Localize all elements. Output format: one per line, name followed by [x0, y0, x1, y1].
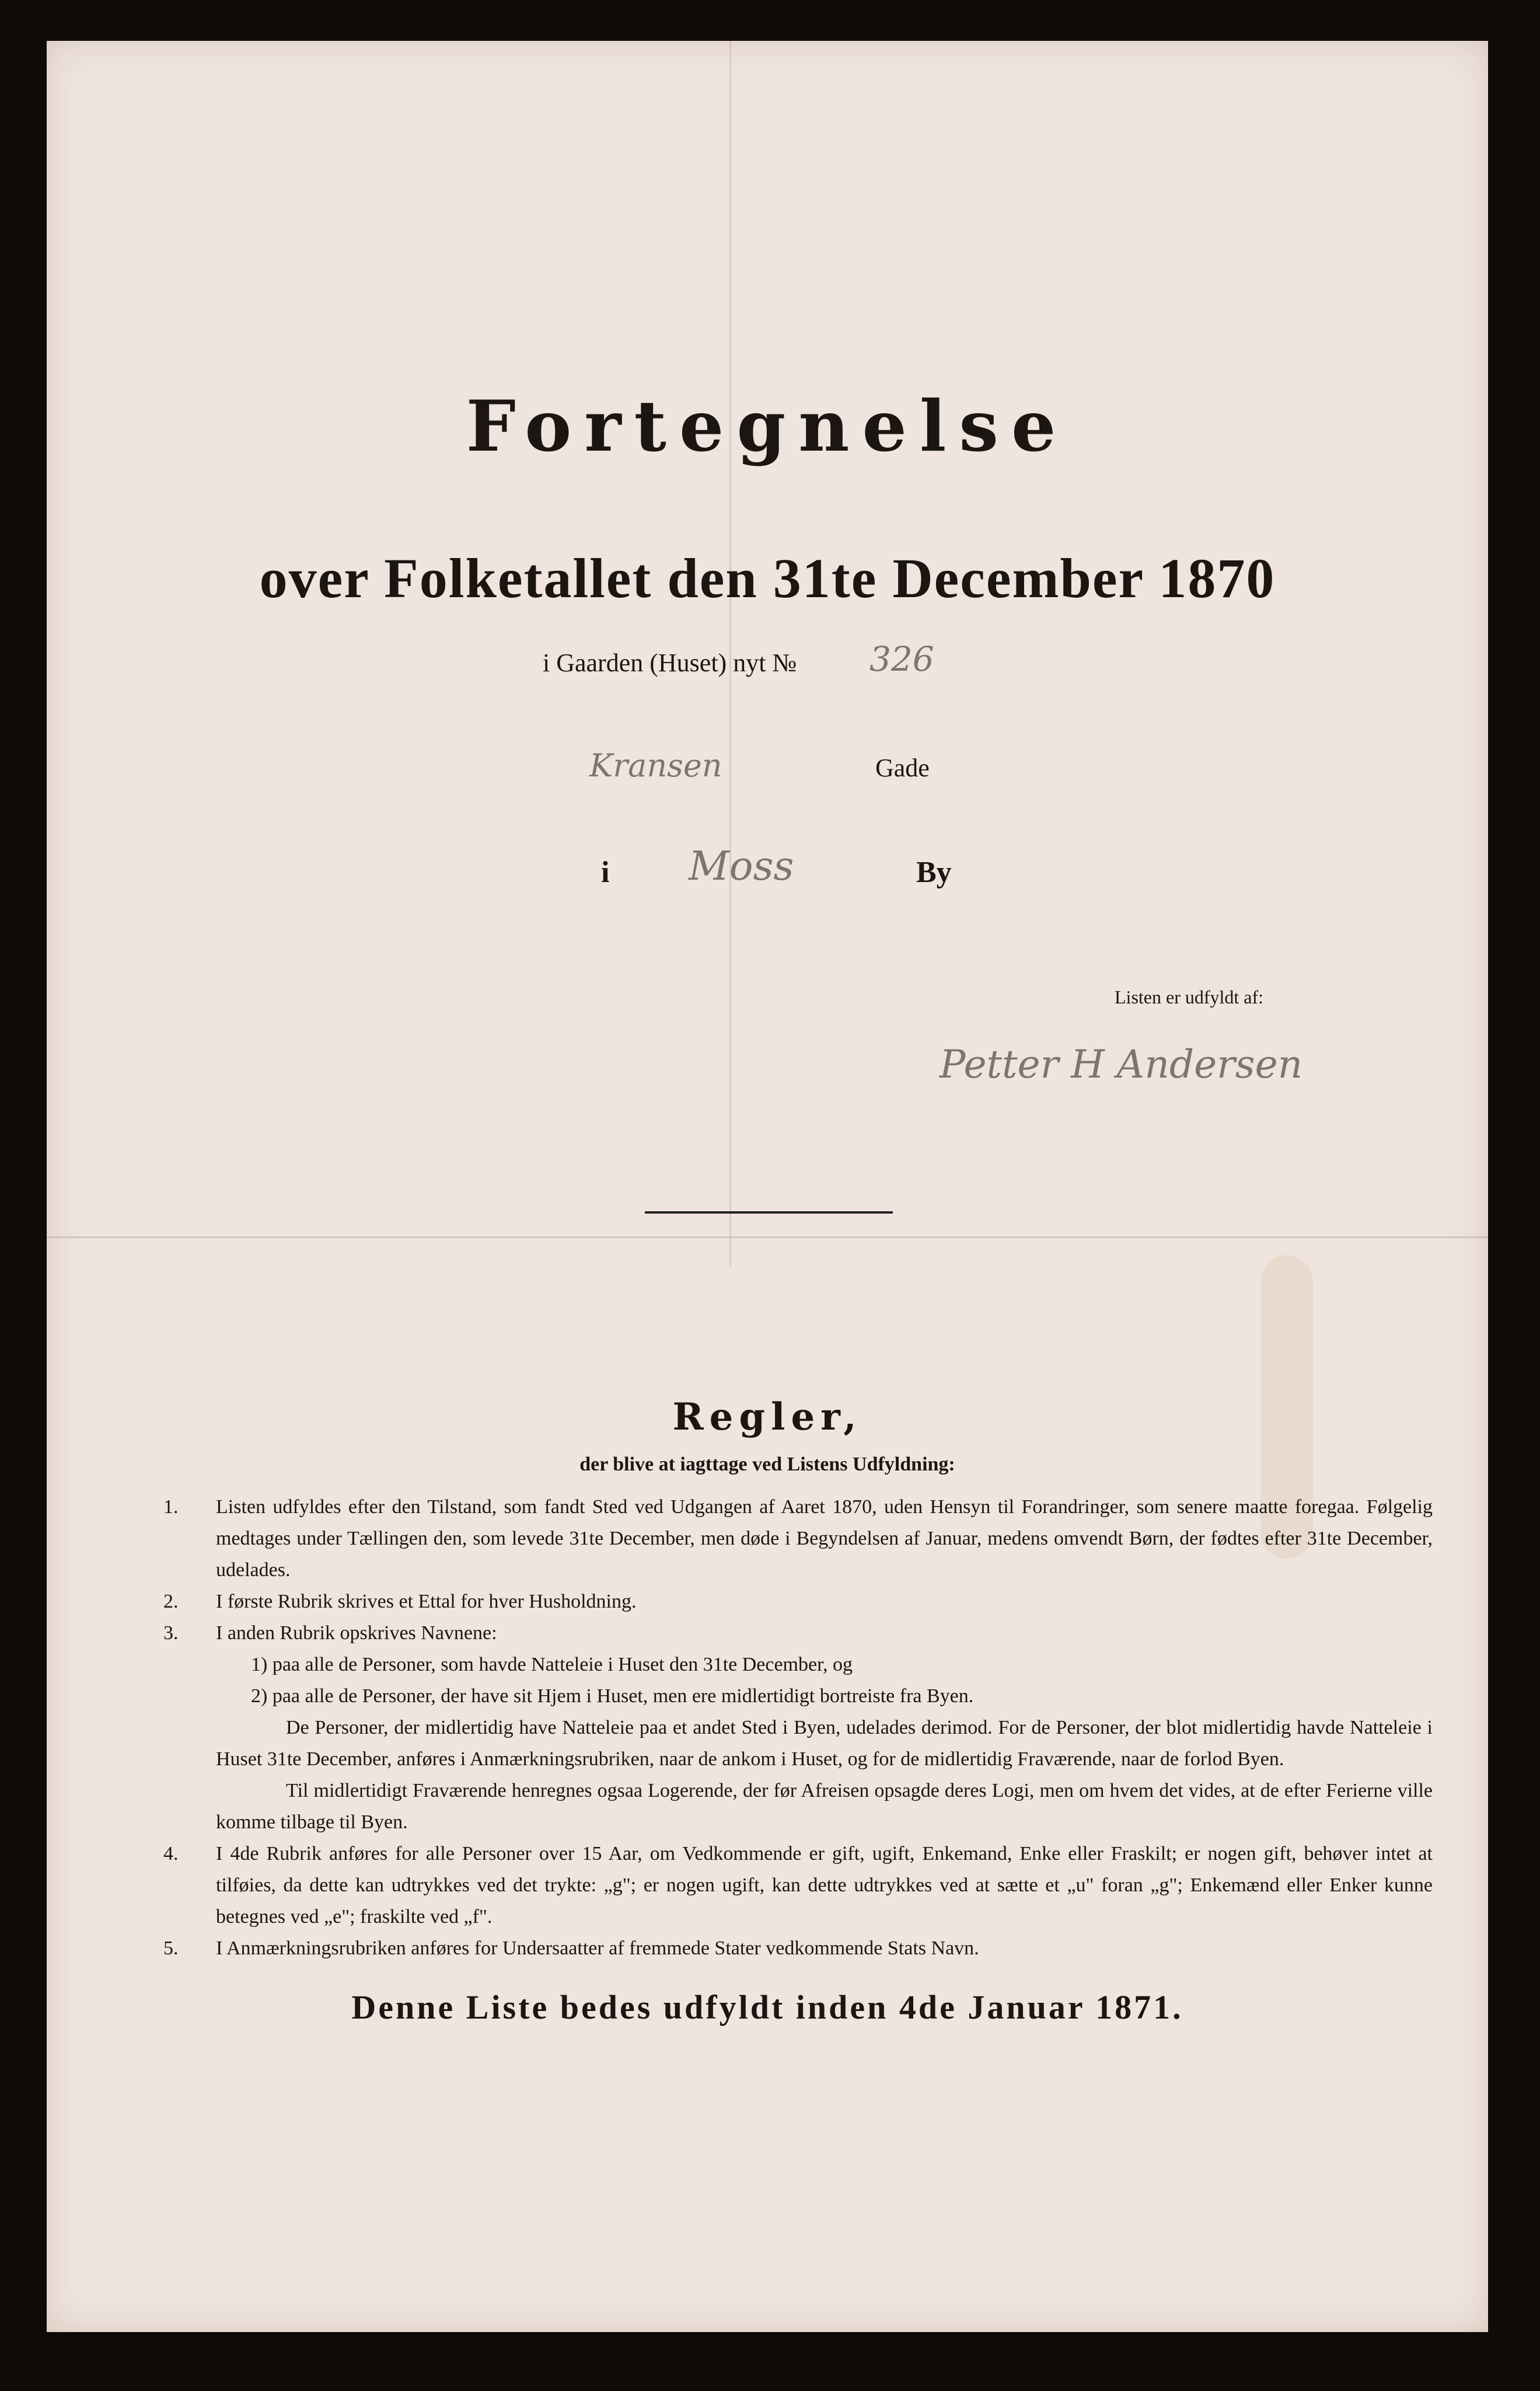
rule-number: 1. [163, 1496, 179, 1518]
rule-3-paragraph-2: Til midlertidigt Fraværende henregnes ogsaa Logerende, der før Afreisen opsagde deres Logi, men om hvem det vides, at de efter Ferierne ville komme tilbage til Byen. [216, 1780, 1433, 1833]
rule-number: 4. [163, 1843, 179, 1864]
rule-text: Listen udfyldes efter den Tilstand, som fandt Sted ved Udgangen af Aaret 1870, uden Hensyn til Forandringer, som senere maatte foregaa. Følgelig medtages under Tællingen den, som levede 31te December, men døde i Begyndelsen af Januar, medens omvendt Børn, der fødtes efter 31te December, udelades. [216, 1496, 1433, 1581]
rule-text: I Anmærkningsrubriken anføres for Undersaatter af fremmede Stater vedkommende Stats Navn. [216, 1937, 979, 1959]
street-label: Gade [875, 754, 930, 782]
town-label: By [916, 856, 952, 889]
form-title: Fortegnelse [466, 385, 1069, 468]
paper-fold-horizontal [47, 1236, 1488, 1238]
rule-3-sub-1: 1) paa alle de Personer, som havde Natteleie i Huset den 31te December, og [251, 1654, 853, 1675]
gaard-label: i Gaarden (Huset) nyt № [543, 649, 797, 677]
rule-2 [163, 1586, 1433, 1618]
rule-text: I 4de Rubrik anføres for alle Personer over 15 Aar, om Vedkommende er gift, ugift, Enkemand, Enke eller Fraskilt; er nogen gift, behøver intet at tilføies, da dette kan udtrykkes ved det trykte: „g"; er nogen ugift, kan dette udtrykkes ved at sætte et „u" foran „g"; Enkemænd eller Enker kunne betegnes ved „e"; fraskilte ved „f". [216, 1843, 1433, 1928]
compiled-by-label: Listen er udfyldt af: [1115, 987, 1264, 1008]
rules-subheading: der blive at iagttage ved Listens Udfyldning: [579, 1454, 955, 1475]
rule-text: I første Rubrik skrives et Ettal for hver Husholdning. [216, 1591, 637, 1612]
deadline-notice: Denne Liste bedes udfyldt inden 4de Januar 1871. [351, 1988, 1183, 2026]
rules-heading: Regler, [672, 1395, 862, 1439]
signature-handwritten: Petter H Andersen [940, 1042, 1303, 1087]
gaard-number-handwritten: 326 [869, 639, 934, 679]
rule-text: I anden Rubrik opskrives Navnene: [216, 1622, 497, 1644]
rule-number: 2. [163, 1591, 179, 1612]
rule-1 [163, 1491, 1433, 1586]
rule-3-paragraph-1: De Personer, der midlertidig have Natteleie paa et andet Sted i Byen, udelades derimod. For de Personer, der blot midlertidig havde Natteleie i Huset 31te December, anføres i Anmærkningsrubriken, naar de ankom i Huset, og for de midlertidig Fraværende, naar de forlod Byen. [216, 1717, 1433, 1770]
rule-number: 3. [163, 1622, 179, 1644]
separator-rule [645, 1211, 893, 1214]
rules-list [163, 1491, 1433, 1964]
town-prefix: i [601, 856, 610, 889]
town-name-handwritten: Moss [689, 844, 794, 890]
rule-4 [163, 1838, 1433, 1933]
rule-5 [163, 1933, 1433, 1964]
form-subtitle: over Folketallet den 31te December 1870 [259, 547, 1276, 609]
rule-number: 5. [163, 1937, 179, 1959]
street-name-handwritten: Kransen [589, 747, 722, 784]
rule-3-sub-2: 2) paa alle de Personer, der have sit Hjem i Huset, men ere midlertidigt bortreiste fra Byen. [251, 1685, 974, 1707]
census-form-sheet [47, 41, 1488, 2332]
rule-3 [163, 1618, 1433, 1649]
